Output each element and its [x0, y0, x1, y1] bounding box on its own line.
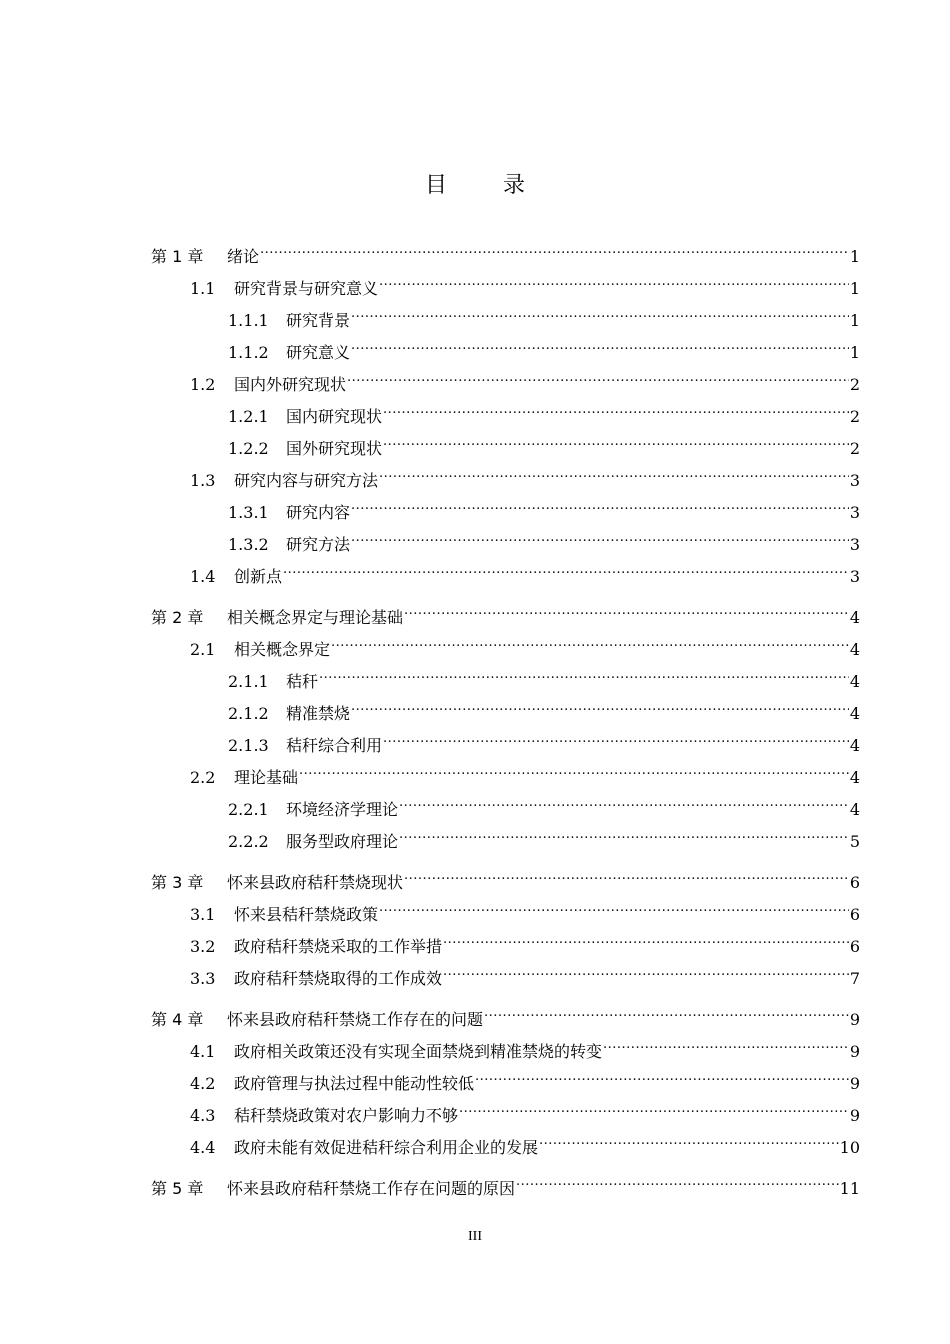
toc-leader-dots [404, 591, 849, 623]
toc-page-number: 5 [849, 832, 860, 851]
toc-number: 2.1 [190, 640, 216, 659]
toc-number: 3.2 [190, 937, 216, 956]
toc-label: 环境经济学理论 [286, 800, 399, 819]
toc-page-number: 2 [849, 375, 860, 394]
toc-number: 第 1 章 [151, 247, 204, 266]
toc-page-number: 4 [849, 704, 860, 723]
toc-leader-dots [383, 719, 849, 751]
toc-page-number: 4 [849, 800, 860, 819]
toc-page-number: 6 [849, 873, 860, 892]
toc-label: 研究背景 [286, 311, 351, 330]
toc-leader-dots [379, 262, 849, 294]
toc-page-number: 4 [849, 640, 860, 659]
toc-number: 4.1 [190, 1042, 216, 1061]
toc-leader-dots [299, 751, 849, 783]
toc-leader-dots [351, 687, 849, 719]
toc-page-number: 4 [849, 608, 860, 627]
toc-number: 4.3 [190, 1106, 216, 1125]
toc-page-number: 9 [849, 1042, 860, 1061]
toc-leader-dots [260, 230, 849, 262]
toc-label: 理论基础 [234, 768, 299, 787]
toc-leader-dots [379, 454, 849, 486]
toc-leader-dots [539, 1121, 839, 1153]
toc-label: 政府管理与执法过程中能动性较低 [234, 1074, 475, 1093]
toc-leader-dots [283, 550, 849, 582]
toc-page-number: 1 [849, 279, 860, 298]
toc-page-number: 3 [849, 567, 860, 586]
toc-number: 3.1 [190, 905, 216, 924]
toc-leader-dots [319, 655, 849, 687]
toc-chapter-3[interactable] [151, 856, 860, 892]
toc-number: 1.1 [190, 279, 216, 298]
toc-label: 政府未能有效促进秸秆综合利用企业的发展 [234, 1138, 539, 1157]
toc-label: 秸秆综合利用 [286, 736, 383, 755]
toc-leader-dots [347, 358, 849, 390]
toc-leader-dots [383, 422, 849, 454]
toc-leader-dots [399, 815, 849, 847]
toc-leader-dots [331, 623, 849, 655]
toc-number: 4.2 [190, 1074, 216, 1093]
toc-label: 国外研究现状 [286, 439, 383, 458]
toc-number: 3.3 [190, 969, 216, 988]
toc-chapter-4[interactable] [151, 993, 860, 1029]
toc-page-number: 1 [849, 343, 860, 362]
toc-leader-dots [516, 1162, 839, 1194]
toc-label: 服务型政府理论 [286, 832, 399, 851]
toc-label: 政府秸秆禁烧取得的工作成效 [234, 969, 443, 988]
toc-page-number: 6 [849, 905, 860, 924]
toc-leader-dots [475, 1057, 849, 1089]
toc-page-number: 9 [849, 1074, 860, 1093]
toc-label: 相关概念界定与理论基础 [227, 608, 404, 627]
toc-label: 创新点 [234, 567, 283, 586]
toc-label: 研究内容 [286, 503, 351, 522]
toc-leader-dots [443, 920, 849, 952]
toc-label: 怀来县秸秆禁烧政策 [234, 905, 379, 924]
toc-page-number: 9 [849, 1106, 860, 1125]
toc-page-number: 9 [849, 1010, 860, 1029]
toc-number: 1.1.2 [228, 343, 269, 362]
toc-number: 1.3.2 [228, 535, 269, 554]
toc-number: 1.3 [190, 471, 216, 490]
toc-chapter-5[interactable] [151, 1162, 860, 1198]
toc-page-number: 11 [839, 1179, 860, 1198]
toc-label: 精准禁烧 [286, 704, 351, 723]
toc-leader-dots [443, 952, 849, 984]
toc-leader-dots [351, 294, 849, 326]
toc-page-number: 6 [849, 937, 860, 956]
toc-page-number: 10 [839, 1138, 860, 1157]
toc-leader-dots [404, 856, 849, 888]
toc-label: 相关概念界定 [234, 640, 331, 659]
toc-number: 2.2.2 [228, 832, 269, 851]
toc-label: 秸秆禁烧政策对农户影响力不够 [234, 1106, 459, 1125]
toc-label: 怀来县政府秸秆禁烧工作存在问题的原因 [227, 1179, 516, 1198]
toc-label: 政府秸秆禁烧采取的工作举措 [234, 937, 443, 956]
toc-number: 1.3.1 [228, 503, 269, 522]
toc-number: 2.2 [190, 768, 216, 787]
toc-leader-dots [484, 993, 849, 1025]
toc-number: 1.2.2 [228, 439, 269, 458]
toc-page-number: 2 [849, 439, 860, 458]
table-of-contents [151, 230, 860, 1198]
toc-page-number: 3 [849, 503, 860, 522]
toc-page-number: 3 [849, 535, 860, 554]
toc-page-number: 4 [849, 736, 860, 755]
toc-leader-dots [459, 1089, 849, 1121]
toc-number: 2.1.3 [228, 736, 269, 755]
toc-leader-dots [383, 390, 849, 422]
toc-leader-dots [399, 783, 849, 815]
toc-page-number: 4 [849, 768, 860, 787]
toc-label: 怀来县政府秸秆禁烧现状 [227, 873, 404, 892]
page-footer-number: III [468, 1229, 482, 1244]
toc-title-char-2: 录 [503, 173, 526, 198]
toc-page-number: 2 [849, 407, 860, 426]
toc-number: 2.1.2 [228, 704, 269, 723]
toc-leader-dots [351, 326, 849, 358]
toc-number: 1.4 [190, 567, 216, 586]
toc-title [0, 168, 950, 199]
toc-chapter-1[interactable] [151, 230, 860, 266]
toc-page-number: 3 [849, 471, 860, 490]
toc-number: 1.2 [190, 375, 216, 394]
toc-leader-dots [351, 518, 849, 550]
toc-number: 4.4 [190, 1138, 216, 1157]
toc-number: 2.2.1 [228, 800, 269, 819]
toc-number: 第 2 章 [151, 608, 204, 627]
toc-number: 1.2.1 [228, 407, 269, 426]
toc-number: 第 3 章 [151, 873, 204, 892]
toc-label: 政府相关政策还没有实现全面禁烧到精准禁烧的转变 [234, 1042, 603, 1061]
toc-label: 研究意义 [286, 343, 351, 362]
toc-label: 国内外研究现状 [234, 375, 347, 394]
toc-page-number: 7 [849, 969, 860, 988]
toc-label: 研究内容与研究方法 [234, 471, 379, 490]
toc-number: 2.1.1 [228, 672, 269, 691]
toc-label: 研究背景与研究意义 [234, 279, 379, 298]
toc-label: 绪论 [227, 247, 260, 266]
toc-label: 研究方法 [286, 535, 351, 554]
toc-leader-dots [351, 486, 849, 518]
toc-number: 1.1.1 [228, 311, 269, 330]
toc-number: 第 5 章 [151, 1179, 204, 1198]
toc-page-number: 4 [849, 672, 860, 691]
toc-page-number: 1 [849, 247, 860, 266]
toc-label: 国内研究现状 [286, 407, 383, 426]
toc-leader-dots [603, 1025, 849, 1057]
toc-leader-dots [379, 888, 849, 920]
toc-page-number: 1 [849, 311, 860, 330]
toc-title-char-1: 目 [424, 173, 447, 198]
toc-chapter-2[interactable] [151, 591, 860, 627]
toc-label: 秸秆 [286, 672, 319, 691]
toc-number: 第 4 章 [151, 1010, 204, 1029]
toc-label: 怀来县政府秸秆禁烧工作存在的问题 [227, 1010, 484, 1029]
